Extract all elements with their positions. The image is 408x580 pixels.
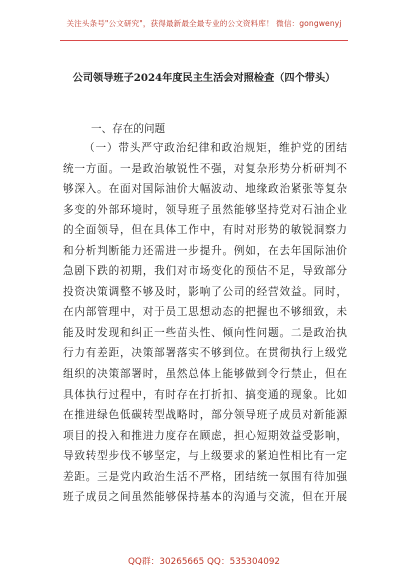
body-line: 的全面领导，但在具体工作中，有时对形势的敏锐洞察力 <box>63 224 347 237</box>
document-title: 公司领导班子2024年度民主生活会对照检查（四个带头） <box>72 72 336 84</box>
body-line: 急剧下跌的初期，我们对市场变化的预估不足，导致部分 <box>63 265 347 278</box>
body-line: 多变的外部环境时，领导班子虽然能够坚持党对石油企业 <box>63 203 347 216</box>
footer-contact: QQ群：30265665 QQ：535304092 <box>127 557 281 567</box>
body-line: 和分析判断能力还需进一步提升。例如，在去年国际油价 <box>63 244 347 257</box>
body-line: 能及时发现和纠正一些苗头性、倾向性问题。二是政治执 <box>63 326 347 339</box>
header-promo-note: 关注头条号"公文研究"，获得最新最全最专业的公文资料库！ 微信：gongwenyj <box>66 19 342 28</box>
body-line: （一）带头严守政治纪律和政治规矩，维护党的团结 <box>84 142 347 154</box>
header-divider <box>60 40 348 41</box>
body-line: 项目的投入和推进力度存在顾虑，担心短期效益受影响， <box>63 429 347 442</box>
body-line: 够深入。在面对国际油价大幅波动、地缘政治紧张等复杂 <box>63 183 347 196</box>
body-line: 差距。三是党内政治生活不严格，团结统一氛围有待加强 <box>63 470 347 483</box>
body-line: 在内部管理中，对于员工思想动态的把握也不够细致，未 <box>63 306 347 319</box>
body-line: 在推进绿色低碳转型战略时，部分领导班子成员对新能源 <box>63 409 347 422</box>
body-line: 行力有差距，决策部署落实不够到位。在贯彻执行上级党 <box>63 347 347 360</box>
body-line: 具体执行过程中，有时存在打折扣、搞变通的现象。比如 <box>63 388 347 401</box>
body-line: 组织的决策部署时，虽然总体上能够做到令行禁止，但在 <box>63 368 347 381</box>
body-line: 统一方面。一是政治敏锐性不强，对复杂形势分析研判不 <box>63 162 347 175</box>
section-heading: 一、存在的问题 <box>91 123 166 135</box>
body-line: 班子成员之间虽然能够保持基本的沟通与交流，但在开展 <box>63 491 347 504</box>
document-body <box>63 138 347 508</box>
body-line: 导致转型步伐不够坚定，与上级要求的紧迫性相比有一定 <box>63 450 347 463</box>
body-line: 投资决策调整不够及时，影响了公司的经营效益。同时， <box>63 285 347 298</box>
